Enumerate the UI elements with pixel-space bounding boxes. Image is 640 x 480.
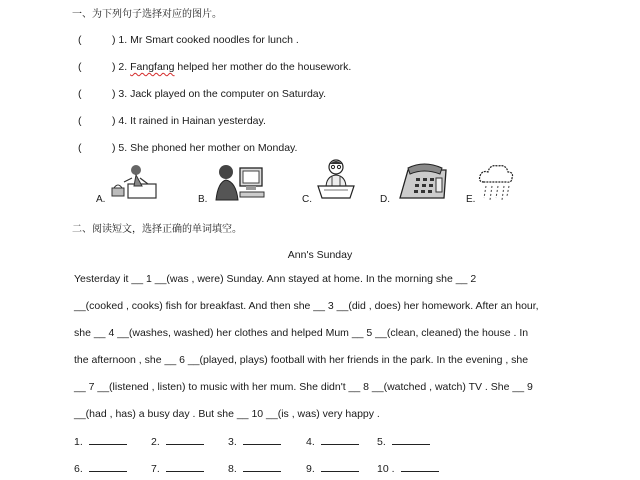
match-item-2-text: 2. Fangfang helped her mother do the housework.	[118, 61, 352, 73]
passage-line-2: __(cooked , cooks) fish for breakfast. And then she __ 3 __(did , does) her homework. After an hour,	[74, 300, 539, 312]
match-item-3-text: 3. Jack played on the computer on Saturday.	[118, 88, 327, 100]
answer-blank-6[interactable]: 6.	[74, 461, 127, 476]
passage-line-5: __ 7 __(listened , listen) to music with her mum. She didn't __ 8 __(watched , watch) TV . She __ 9	[74, 381, 533, 393]
answer-blank-4[interactable]: 4.	[306, 434, 359, 449]
match-item-2: ( ) 2. Fangfang helped her mother do the housework.	[78, 61, 352, 73]
answer-blank-5[interactable]: 5.	[377, 434, 430, 449]
answer-blank-2[interactable]: 2.	[151, 434, 204, 449]
passage-line-6: __(had , has) a busy day . But she __ 10 __(is , was) very happy .	[74, 408, 380, 420]
picture-c: C.	[302, 160, 374, 206]
telephone-icon	[394, 162, 452, 202]
match-item-3: ( ) 3. Jack played on the computer on Saturday.	[78, 88, 327, 100]
computer-icon	[210, 162, 266, 202]
housework-icon	[108, 162, 160, 202]
match-item-5: ( ) 5. She phoned her mother on Monday.	[78, 142, 298, 154]
section1-heading: 一、为下列句子选择对应的图片。	[72, 9, 222, 20]
picture-b: B.	[198, 160, 270, 206]
answer-blank-3[interactable]: 3.	[228, 434, 281, 449]
match-item-1-text: 1. Mr Smart cooked noodles for lunch .	[118, 34, 299, 46]
answer-blank-9[interactable]: 9.	[306, 461, 359, 476]
rain-cloud-icon	[476, 162, 516, 202]
passage-line-3: she __ 4 __(washes, washed) her clothes and helped Mum __ 5 __(clean, cleaned) the house . In	[74, 327, 529, 339]
picture-a: A.	[96, 160, 166, 206]
answer-blank-10[interactable]: 10 .	[377, 461, 439, 476]
section2-heading: 二、阅读短文，选择正确的单词填空。	[72, 224, 242, 235]
match-item-5-text: 5. She phoned her mother on Monday.	[118, 142, 298, 154]
match-item-4-text: 4. It rained in Hainan yesterday.	[118, 115, 266, 127]
picture-d: D.	[380, 160, 456, 206]
answer-blank-8[interactable]: 8.	[228, 461, 281, 476]
answer-blank-1[interactable]: 1.	[74, 434, 127, 449]
answer-blank-7[interactable]: 7.	[151, 461, 204, 476]
spellcheck-underlined-word: Fangfang	[130, 61, 175, 73]
match-item-4: ( ) 4. It rained in Hainan yesterday.	[78, 115, 266, 127]
passage-title: Ann's Sunday	[287, 249, 353, 261]
cooking-icon	[312, 158, 368, 202]
passage-line-4: the afternoon , she __ 6 __(played, plays) football with her friends in the park. In the evening , she	[74, 354, 529, 366]
passage-line-1: Yesterday it __ 1 __(was , were) Sunday. Ann stayed at home. In the morning she __ 2	[74, 273, 477, 285]
match-item-1: ( ) 1. Mr Smart cooked noodles for lunch .	[78, 34, 299, 46]
picture-e: E.	[466, 160, 536, 206]
